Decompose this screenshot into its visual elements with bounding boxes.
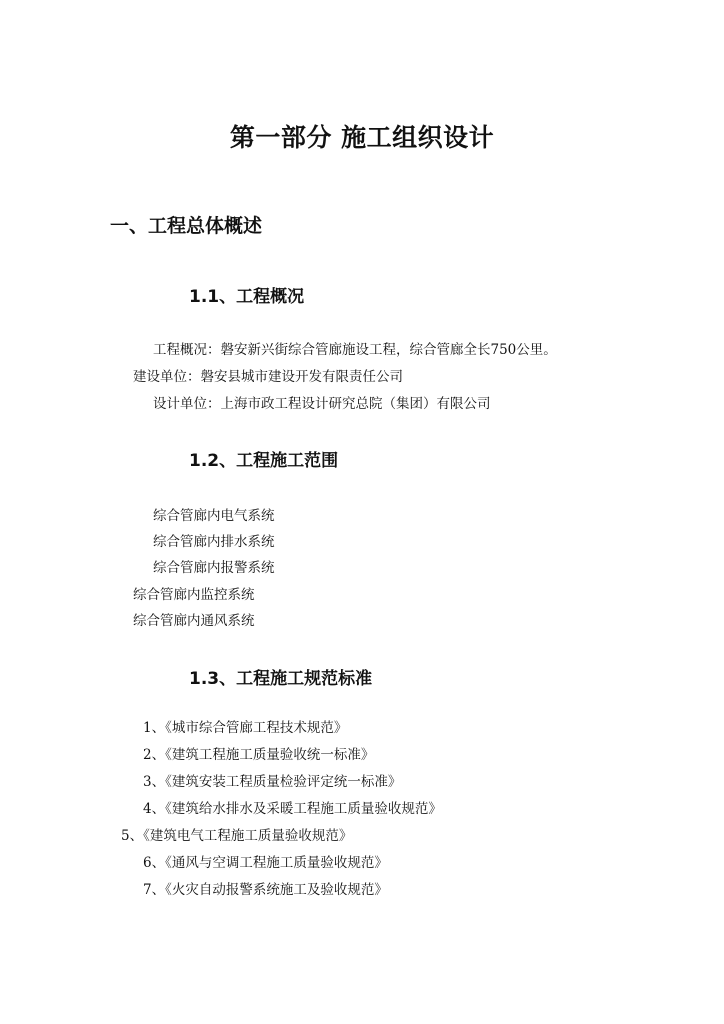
scope-item: 综合管廊内电气系统 — [153, 508, 275, 524]
standard-item: 3、《建筑安装工程质量检验评定统一标准》 — [143, 774, 402, 790]
scope-item: 综合管廊内监控系统 — [133, 587, 255, 603]
scope-item: 综合管廊内通风系统 — [133, 613, 255, 629]
project-overview-line: 工程概况：磐安新兴街综合管廊施设工程，综合管廊全长750公里。 — [153, 342, 557, 358]
section-heading-overview: 一、工程总体概述 — [110, 215, 263, 237]
standard-item: 2、《建筑工程施工质量验收统一标准》 — [143, 747, 375, 763]
standard-item: 6、《通风与空调工程施工质量验收规范》 — [143, 855, 388, 871]
subsection-heading-1-3: 1.3、工程施工规范标准 — [189, 669, 373, 689]
construction-unit-line: 建设单位：磐安县城市建设开发有限责任公司 — [133, 369, 403, 385]
standard-item: 7、《火灾自动报警系统施工及验收规范》 — [143, 882, 388, 898]
page-title: 第一部分 施工组织设计 — [229, 123, 495, 152]
subsection-heading-1-1: 1.1、工程概况 — [189, 287, 305, 307]
design-unit-line: 设计单位：上海市政工程设计研究总院（集团）有限公司 — [153, 396, 491, 412]
standard-item: 1、《城市综合管廊工程技术规范》 — [143, 720, 348, 736]
standard-item: 5、《建筑电气工程施工质量验收规范》 — [121, 828, 353, 844]
standard-item: 4、《建筑给水排水及采暖工程施工质量验收规范》 — [143, 801, 442, 817]
scope-item: 综合管廊内报警系统 — [153, 560, 275, 576]
subsection-heading-1-2: 1.2、工程施工范围 — [189, 451, 339, 471]
scope-item: 综合管廊内排水系统 — [153, 534, 275, 550]
